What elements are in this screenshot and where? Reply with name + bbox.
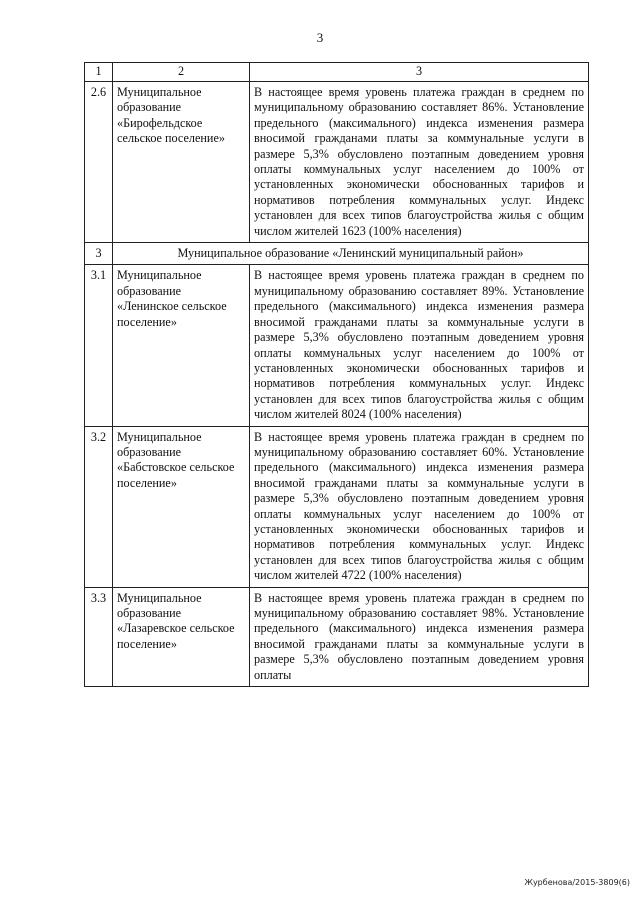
index-justification: В настоящее время уровень платежа граждан в среднем по муниципальному образованию составляет 60%. Установление предельного (максимального) индекса изменения размера вносимой гражданами платы за коммунальные услуги в размере 5,3% обусловлено поэтапным доведением уровня оплаты коммунальных услуг населением до 100% от установленных экономически обоснованных тарифов и нормативов потребления коммунальных услуг. Индекс установлен для всех типов благоустройства жилья с общим числом жителей 4722 (100% населения) (250, 426, 589, 587)
index-justification: В настоящее время уровень платежа граждан в среднем по муниципальному образованию составляет 89%. Установление предельного (максимального) индекса изменения размера вносимой гражданами платы за коммунальные услуги в размере 5,3% обусловлено поэтапным доведением уровня оплаты коммунальных услуг населением до 100% от установленных экономически обоснованных тарифов и нормативов потребления коммунальных услуг. Индекс установлен для всех типов благоустройства жилья с общим числом жителей 8024 (100% населения) (250, 265, 589, 426)
municipality-name: Муниципальное образование «Бирофельдское сельское поселение» (113, 82, 250, 243)
table-header-row (85, 63, 589, 82)
table-row (85, 587, 589, 686)
row-number: 3.3 (85, 587, 113, 686)
row-number: 2.6 (85, 82, 113, 243)
section-row (85, 243, 589, 265)
municipality-name: Муниципальное образование «Лазаревское сельское поселение» (113, 587, 250, 686)
header-cell-number: 1 (85, 63, 113, 82)
row-number: 3 (85, 243, 113, 265)
municipality-name: Муниципальное образование «Бабстовское сельское поселение» (113, 426, 250, 587)
district-title: Муниципальное образование «Ленинский муниципальный район» (113, 243, 589, 265)
row-number: 3.2 (85, 426, 113, 587)
tariff-index-table (84, 62, 589, 687)
header-cell-description: 3 (250, 63, 589, 82)
table-row (85, 265, 589, 426)
document-reference-code: Журбенова/2015-3809(6) (524, 878, 630, 887)
page-number: 3 (316, 30, 324, 45)
table-row (85, 426, 589, 587)
header-cell-name: 2 (113, 63, 250, 82)
index-justification: В настоящее время уровень платежа граждан в среднем по муниципальному образованию составляет 98%. Установление предельного (максимального) индекса изменения размера вносимой гражданами платы за коммунальные услуги в размере 5,3% обусловлено поэтапным доведением уровня оплаты (250, 587, 589, 686)
index-justification: В настоящее время уровень платежа граждан в среднем по муниципальному образованию составляет 86%. Установление предельного (максимального) индекса изменения размера вносимой гражданами платы за коммунальные услуги в размере 5,3% обусловлено поэтапным доведением уровня оплаты коммунальных услуг населением до 100% от установленных экономически обоснованных тарифов и нормативов потребления коммунальных услуг. Индекс установлен для всех типов благоустройства жилья с общим числом жителей 1623 (100% населения) (250, 82, 589, 243)
municipality-name: Муниципальное образование «Ленинское сельское поселение» (113, 265, 250, 426)
row-number: 3.1 (85, 265, 113, 426)
table-row (85, 82, 589, 243)
